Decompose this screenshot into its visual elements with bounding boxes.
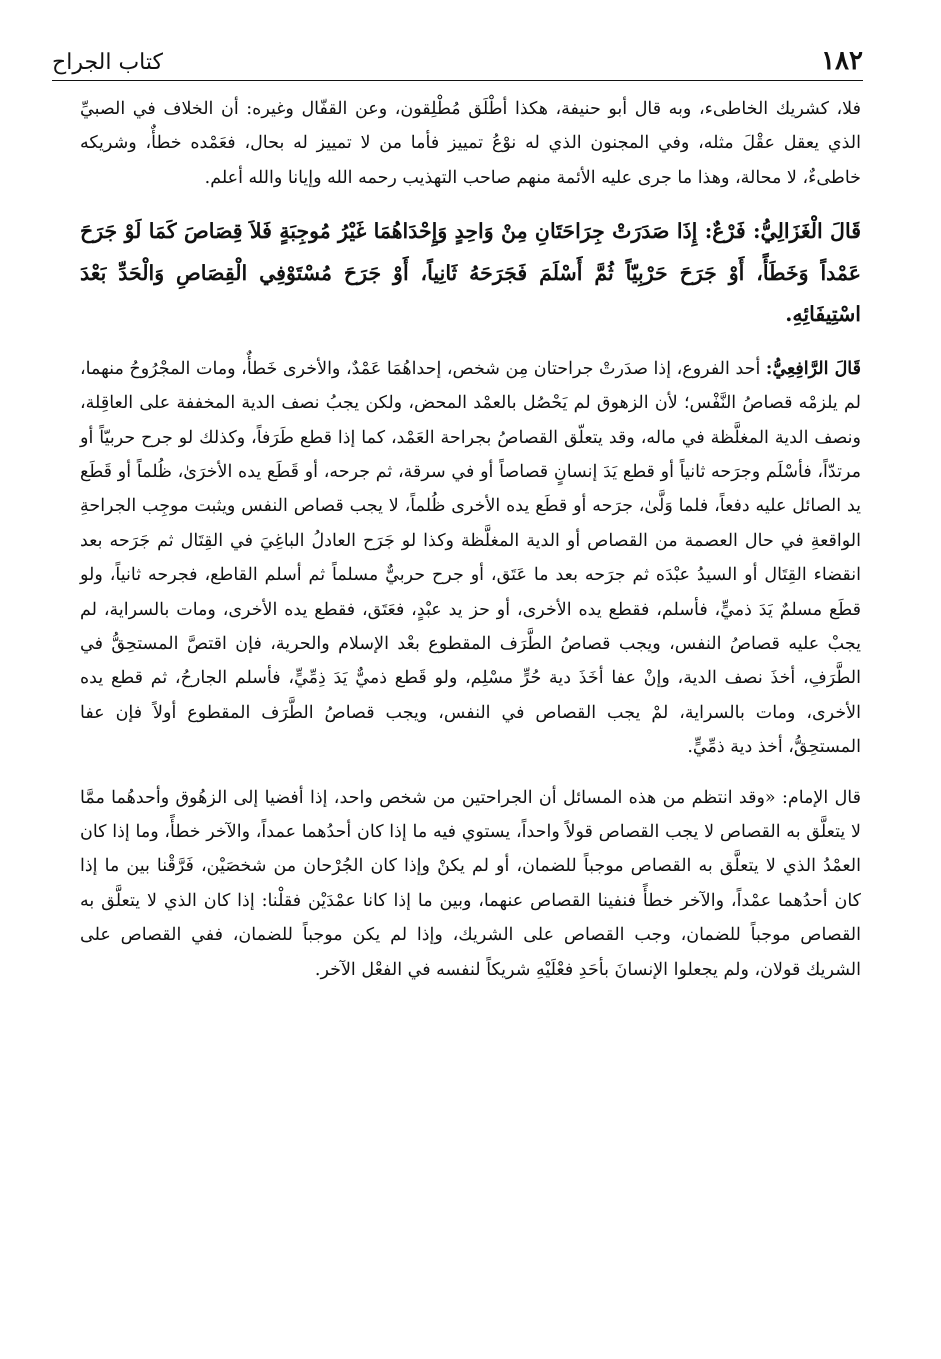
imam-paragraph [80,781,861,987]
rafii-text: أحد الفروع، إذا صدَرتْ جراحتان مِن شخص، إحداهُمَا عَمْدٌ، والأخرى خَطأٌ، ومات المجْرُوحُ منهما، لم يلزمْه قصاصُ النَّفْس؛ لأن الزهوق لم يَحْصُل بالعمْد المحض، ولكن يجبُ نصف الدية المخففة على العاقِلة، ونصف الدية المغلَّظة في ماله، وقد يتعلّق القصاصُ بجراحة العَمْد، كما إذا قطع طَرَفاً، وكذلك لو جرح حربيّاً أو مرتدّاً، فأسْلَم وجرَحه ثانياً أو قطع يَدَ إنسانٍ قصاصاً أو في سرقة، ثم جرحه، أو قَطَع يده الأخرَىٰ، ظُلماً أو قَطَع يد الصائل عليه دفعاً، فلما وَلَّىٰ، جرَحه أو قطَع يده الأخرى ظُلماً، لا يجب قصاص النفس ويثبت موجِب الجراحةِ الواقعةِ في حال العصمة من القصاص أو الدية المغلَّظة وكذا لو جَرَح العادلُ الباغِيَ في القِتَال ثم جَرَحه بعد انقضاء القِتَال أو السيدُ عبْدَه ثم جرَحه بعد ما عَتَق، أو جرح حربيٌّ مسلماً ثم أسلم القاطع، فجرحه ثانياً، ولو قطَع مسلمٌ يَدَ ذميٍّ، فأسلم، فقطع يده الأخرى، أو حز يد عبْدٍ، فعَتَق، فقطع يده الأخرى، ومات بالسراية، لم يجبْ عليه قصاصُ النفس، ويجب قصاصُ الطَّرَف المقطوع بعْد الإسلام والحرية، فإن اقتصَّ المستحِقُّ في الطَّرَفِ، أخذَ نصف الدية، وإنْ عفا أخَذَ دية حُرٍّ مسْلِم، ولو قَطع ذميٌّ يَدَ ذِمِّيٍّ، فأسلم الجارحُ، ثم قطع يده الأخرى، ومات بالسراية، لمْ يجب القصاص في النفس، ويجب قصاصُ الطَّرَف المقطوع أولاً فإن عفا المستحِقُّ، أخذ دية ذمِّيٍّ. [80,358,861,758]
ghazali-lead: قَالَ الْغَزَالِيُّ: فَرْعٌ: [704,219,861,244]
ghazali-statement [80,211,861,336]
page-number: ١٨٢ [821,46,863,76]
ghazali-text: إِذَا صَدَرَتْ جِرَاحَتَانِ مِنْ وَاحِدٍ وَإِحْدَاهُمَا غَيْرُ مُوجِبَةٍ فَلاَ قِصَاصَ كَمَا لَوْ جَرَحَ عَمْداً وَخَطَأً، أَوْ جَرَحَ حَرْبِيّاً ثُمَّ أَسْلَمَ فَجَرَحَهُ ثَانِياً، أَوْ جَرَحَ مُسْتَوْفِي الْقِصَاصِ وَالْحَدِّ بَعْدَ اسْتِيفَائِهِ. [80,219,861,327]
paragraph [80,92,861,195]
rafii-commentary [80,352,861,765]
running-title: كتاب الجراح [52,50,163,75]
header-rule [52,80,863,81]
paragraph-text: فلا، كشريك الخاطىء، وبه قال أبو حنيفة، هكذا أطْلَق مُطْلِقون، وعن القفّال وغيره: أن الخلاف في الصبيِّ الذي يعقل عقْلَ مثله، وفي المجنون الذي له نوْعُ تمييز فأما من لا تمييز له بحال، فعَمْده خطأٌ، وشريكه خاطىءٌ، لا محالة، وهذا ما جرى عليه الأئمة منهم صاحب التهذيب رحمه الله وإيانا والله أعلم. [80,99,861,188]
rafii-lead: قَالَ الرَّافِعِيُّ: [765,358,861,379]
body-text [80,92,861,987]
imam-text: قال الإمام: «وقد انتظم من هذه المسائل أن الجراحتين من شخص واحد، إذا أفضيا إلى الزهُوق وأحدهُما ممَّا لا يتعلَّق به القصاص لا يجب القصاص قولاً واحداً، يستوي فيه ما إذا كان أحدُهما عمداً، والآخر خطأً، وما إذا كان العمْدُ الذي لا يتعلَّق به القصاص موجباً للضمان، أو لم يكنْ وإذا كان الجُرْحان من شخصَيْن، فَرَّقْنا بين ما إذا كان أحدُهما عمْداً، والآخر خطأً فنفينا القصاص عنهما، وبين ما إذا كانا عمْدَيْن فقلْنا: إذا كان الذي لا يتعلَّق به القصاص موجباً للضمان، وجب القصاص على الشريك، وإذا لم يكن موجباً للضمان، ففي القصاص على الشريك قولان، ولم يجعلوا الإنسانَ بأحَدِ فعْلَيْهِ شريكاً لنفسه في الفعْل الآخر. [80,787,861,980]
page-header [52,36,863,74]
